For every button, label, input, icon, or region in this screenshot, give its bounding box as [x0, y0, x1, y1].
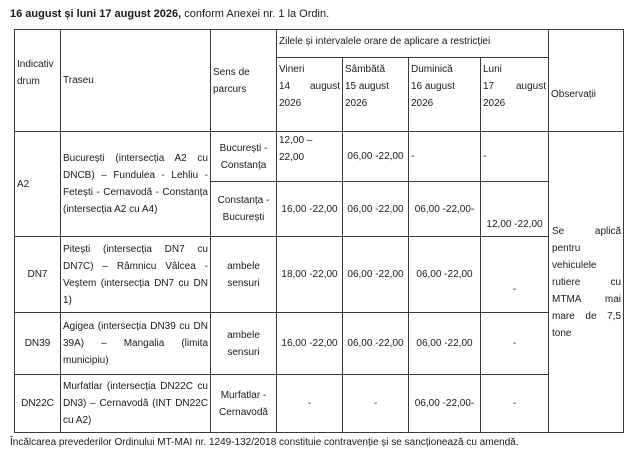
a2-2-sat: 06,00 -22,00: [343, 182, 409, 237]
dn39-sat: 06,00 -22,00: [343, 313, 409, 375]
header-observatii: Observații: [549, 58, 624, 132]
road-dn39: DN39: [15, 313, 61, 375]
a2-2-sun: 06,00 -22,00-: [409, 182, 481, 237]
sense-dn22c: Murfatlar - Cernavodă: [211, 375, 277, 433]
dn7-mon: -: [481, 237, 549, 313]
sense-a2-2: Constanța - București: [211, 182, 277, 237]
dn39-fri: 16,00 -22,00: [277, 313, 343, 375]
sense-dn7: ambele sensuri: [211, 237, 277, 313]
a2-1-sun: -: [409, 132, 481, 182]
header-day-mon: [481, 58, 549, 132]
dn22c-fri: -: [277, 375, 343, 433]
a2-1-fri: 12,00 – 22,00: [277, 132, 343, 182]
header-group-days: Zilele și intervalele orare de aplicare a restricției: [277, 30, 549, 58]
day-date-fri: 14 august 2026: [279, 81, 340, 109]
day-name-mon: Luni: [483, 64, 502, 75]
sense-a2-1: București - Constanța: [211, 132, 277, 182]
dn7-fri: 18,00 -22,00: [277, 237, 343, 313]
header-observatii-top: [549, 30, 624, 58]
day-name-fri: Vineri: [279, 64, 305, 75]
intro-bold: 16 august și luni 17 august 2026,: [10, 8, 182, 20]
route-a2: București (intersecția A2 cu DNCB) – Fundulea - Lehliu - Fetești - Cernavodă - Constanța (intersecția A2 cu A4): [61, 132, 211, 237]
day-date-sat: 15 august 2026: [345, 81, 389, 109]
table-row-a2-dir1: [15, 132, 624, 182]
a2-2-fri: 16,00 -22,00: [277, 182, 343, 237]
footer-note: Încălcarea prevederilor Ordinului MT-MAI nr. 1249-132/2018 constituie contravenție și se sancționează cu amendă.: [10, 437, 519, 448]
header-traseu: Traseu: [61, 30, 211, 132]
dn7-sat: 06,00 -22,00: [343, 237, 409, 313]
intro-rest: conform Anexei nr. 1 la Ordin.: [181, 8, 330, 20]
dn22c-sat: -: [343, 375, 409, 433]
route-dn39: Agigea (intersecția DN39 cu DN 39A) – Mangalia (limita municipiu): [61, 313, 211, 375]
dn22c-mon: -: [481, 375, 549, 433]
header-day-fri: [277, 58, 343, 132]
table-row-dn39: [15, 313, 624, 375]
a2-1-mon: -: [481, 132, 549, 182]
header-day-sun: [409, 58, 481, 132]
dn7-sun: 06,00 -22,00: [409, 237, 481, 313]
restriction-table: [14, 29, 624, 433]
road-dn7: DN7: [15, 237, 61, 313]
route-dn22c: Murfatlar (intersecția DN22C cu DN3) – Cernavodă (INT DN22C cu A2): [61, 375, 211, 433]
header-sens: Sens de parcurs: [211, 30, 277, 132]
road-a2: A2: [15, 132, 61, 237]
table-row-dn22c: [15, 375, 624, 433]
observation-cell: Se aplică pentru vehiculele rutiere cu MTMA mai mare de 7,5 tone: [549, 132, 624, 433]
header-row-group: [15, 30, 624, 58]
day-name-sat: Sâmbătă: [345, 64, 386, 75]
header-indicativ: Indicativ drum: [15, 30, 61, 132]
dn22c-sun: 06,00 -22,00-: [409, 375, 481, 433]
road-dn22c: DN22C: [15, 375, 61, 433]
a2-2-mon: 12,00 -22,00: [481, 182, 549, 237]
table-row-dn7: [15, 237, 624, 313]
day-date-sun: 16 august 2026: [411, 81, 455, 109]
day-name-sun: Duminică: [411, 64, 453, 75]
a2-1-sat: 06,00 -22,00: [343, 132, 409, 182]
route-dn7: Pitești (intersecția DN7 cu DN7C) – Râmnicu Vâlcea - Veștem (intersecția DN7 cu DN 1): [61, 237, 211, 313]
dn39-mon: -: [481, 313, 549, 375]
dn39-sun: 06,00 -22,00: [409, 313, 481, 375]
intro-line: [10, 7, 329, 21]
sense-dn39: ambele sensuri: [211, 313, 277, 375]
header-day-sat: [343, 58, 409, 132]
day-date-mon: 17 august 2026: [483, 81, 547, 109]
